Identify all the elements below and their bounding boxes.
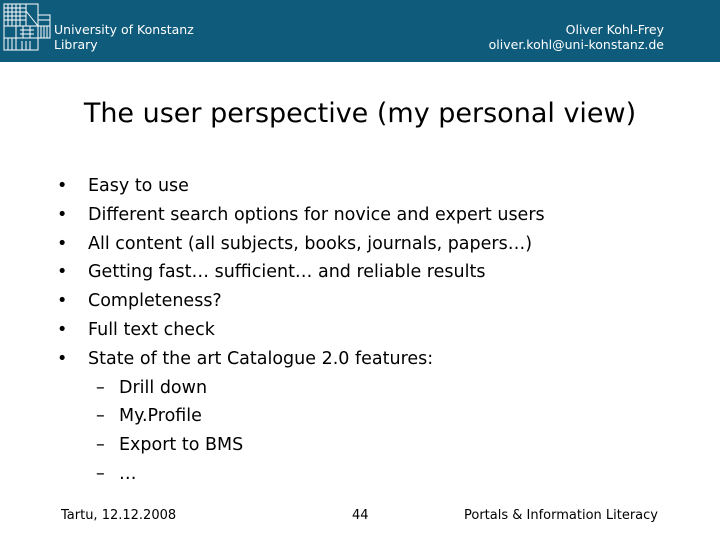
sub-bullet-text: Export to BMS xyxy=(119,435,244,456)
footer-page-number: 44 xyxy=(352,508,369,523)
slide-title: The user perspective (my personal view) xyxy=(83,98,637,129)
sub-bullet-marker: – xyxy=(96,435,105,456)
footer-location-date: Tartu, 12.12.2008 xyxy=(61,508,177,523)
bullet-text: Full text check xyxy=(88,319,215,340)
institution-name xyxy=(54,22,194,52)
author-name: Oliver Kohl-Frey xyxy=(565,22,664,37)
sub-bullet-marker: – xyxy=(96,406,105,427)
bullet-text: All content (all subjects, books, journals, papers…) xyxy=(88,233,533,254)
bullet-text: State of the art Catalogue 2.0 features: xyxy=(88,348,434,369)
bullet-marker: • xyxy=(57,262,68,283)
author-info xyxy=(489,22,664,52)
slide-header xyxy=(0,0,720,62)
bullet-marker: • xyxy=(57,176,68,196)
bullet-marker: • xyxy=(57,204,68,225)
sub-bullet-text: Drill down xyxy=(119,377,208,398)
sub-bullet-text: … xyxy=(119,463,137,484)
sub-bullet-marker: – xyxy=(96,463,105,484)
sub-bullet-text: My.Profile xyxy=(119,406,202,427)
author-email: oliver.kohl@uni-konstanz.de xyxy=(488,37,664,52)
institution-line-2: Library xyxy=(54,37,98,52)
bullet-text: Completeness? xyxy=(88,291,222,312)
bullet-text: Easy to use xyxy=(88,176,189,196)
bullet-marker: • xyxy=(57,319,68,340)
bullet-marker: • xyxy=(57,291,68,312)
bullet-marker: • xyxy=(57,233,68,254)
bullet-text: Different search options for novice and expert users xyxy=(88,204,545,225)
institution-line-1: University of Konstanz xyxy=(54,22,194,37)
university-logo-icon xyxy=(3,3,51,51)
bullet-marker: • xyxy=(57,348,68,369)
bullet-text: Getting fast… sufficient… and reliable results xyxy=(88,262,486,283)
footer-event-title: Portals & Information Literacy xyxy=(463,508,658,523)
sub-bullet-marker: – xyxy=(96,377,105,398)
